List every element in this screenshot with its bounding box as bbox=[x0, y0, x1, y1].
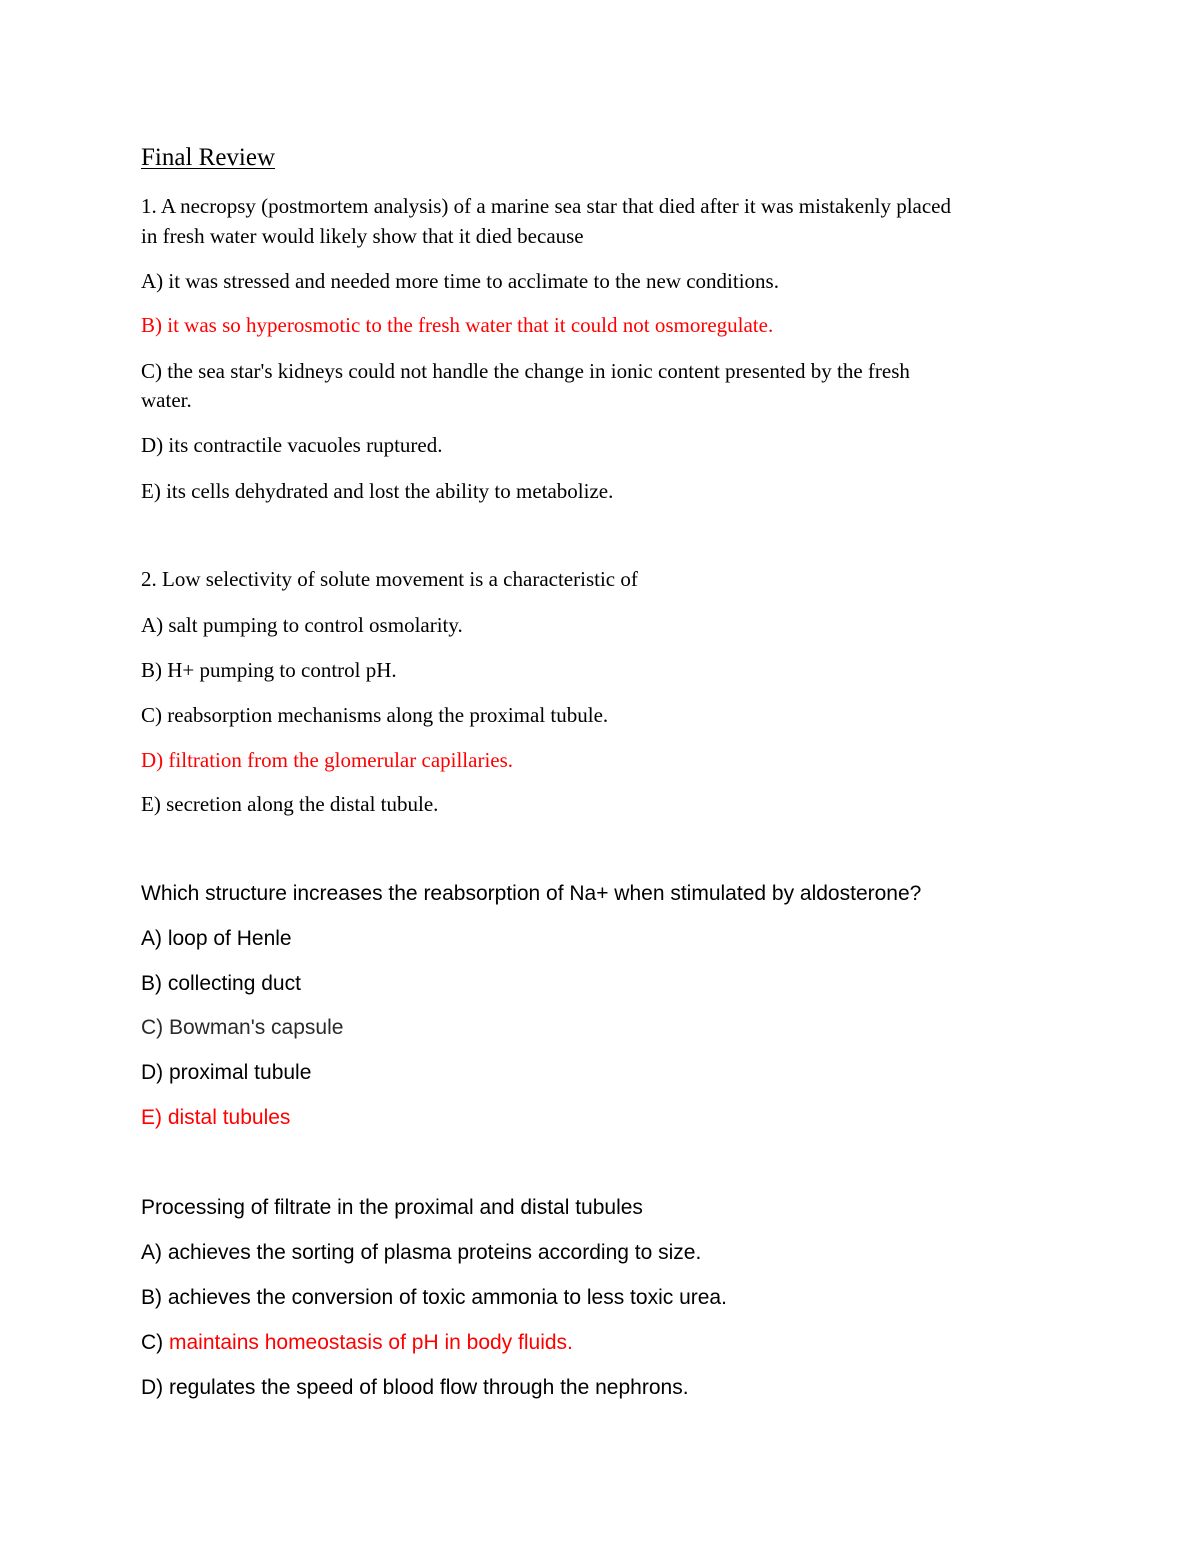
question-4-option-c-text: maintains homeostasis of pH in body fluids. bbox=[169, 1331, 573, 1354]
question-3-option-e-correct: E) distal tubules bbox=[141, 1106, 291, 1129]
question-1-stem-line-1: 1. A necropsy (postmortem analysis) of a marine sea star that died after it was mistakenly placed bbox=[141, 194, 952, 218]
question-3-option-d: D) proximal tubule bbox=[141, 1061, 312, 1084]
question-1-option-c-line-1: C) the sea star's kidneys could not handle the change in ionic content presented by the fresh bbox=[141, 359, 910, 383]
question-2-option-d-correct: D) filtration from the glomerular capillaries. bbox=[141, 748, 514, 772]
question-4-option-d: D) regulates the speed of blood flow through the nephrons. bbox=[141, 1376, 689, 1399]
question-3-stem: Which structure increases the reabsorption of Na+ when stimulated by aldosterone? bbox=[141, 882, 922, 905]
question-1-option-e: E) its cells dehydrated and lost the ability to metabolize. bbox=[141, 479, 614, 503]
question-3-option-c: C) Bowman's capsule bbox=[141, 1016, 344, 1039]
question-1-option-a: A) it was stressed and needed more time to acclimate to the new conditions. bbox=[141, 269, 779, 293]
question-3-option-b: B) collecting duct bbox=[141, 972, 301, 995]
question-1-option-c-line-2: water. bbox=[141, 388, 192, 412]
question-2-option-b: B) H+ pumping to control pH. bbox=[141, 658, 397, 682]
question-4-stem: Processing of filtrate in the proximal and distal tubules bbox=[141, 1196, 643, 1219]
question-2-option-e: E) secretion along the distal tubule. bbox=[141, 792, 439, 816]
question-1-option-d: D) its contractile vacuoles ruptured. bbox=[141, 433, 443, 457]
question-1-stem-line-2: in fresh water would likely show that it died because bbox=[141, 224, 584, 248]
question-2-option-a: A) salt pumping to control osmolarity. bbox=[141, 613, 463, 637]
question-4-option-c-prefix: C) bbox=[141, 1331, 169, 1354]
question-4-option-a: A) achieves the sorting of plasma proteins according to size. bbox=[141, 1241, 702, 1264]
question-3-option-a: A) loop of Henle bbox=[141, 927, 292, 950]
question-4-option-b: B) achieves the conversion of toxic ammonia to less toxic urea. bbox=[141, 1286, 727, 1309]
question-2-stem: 2. Low selectivity of solute movement is a characteristic of bbox=[141, 567, 638, 591]
page-title: Final Review bbox=[141, 144, 276, 171]
question-1-option-b-correct: B) it was so hyperosmotic to the fresh water that it could not osmoregulate. bbox=[141, 313, 774, 337]
question-2-option-c: C) reabsorption mechanisms along the proximal tubule. bbox=[141, 703, 609, 727]
question-4-option-c-correct bbox=[141, 1332, 573, 1353]
